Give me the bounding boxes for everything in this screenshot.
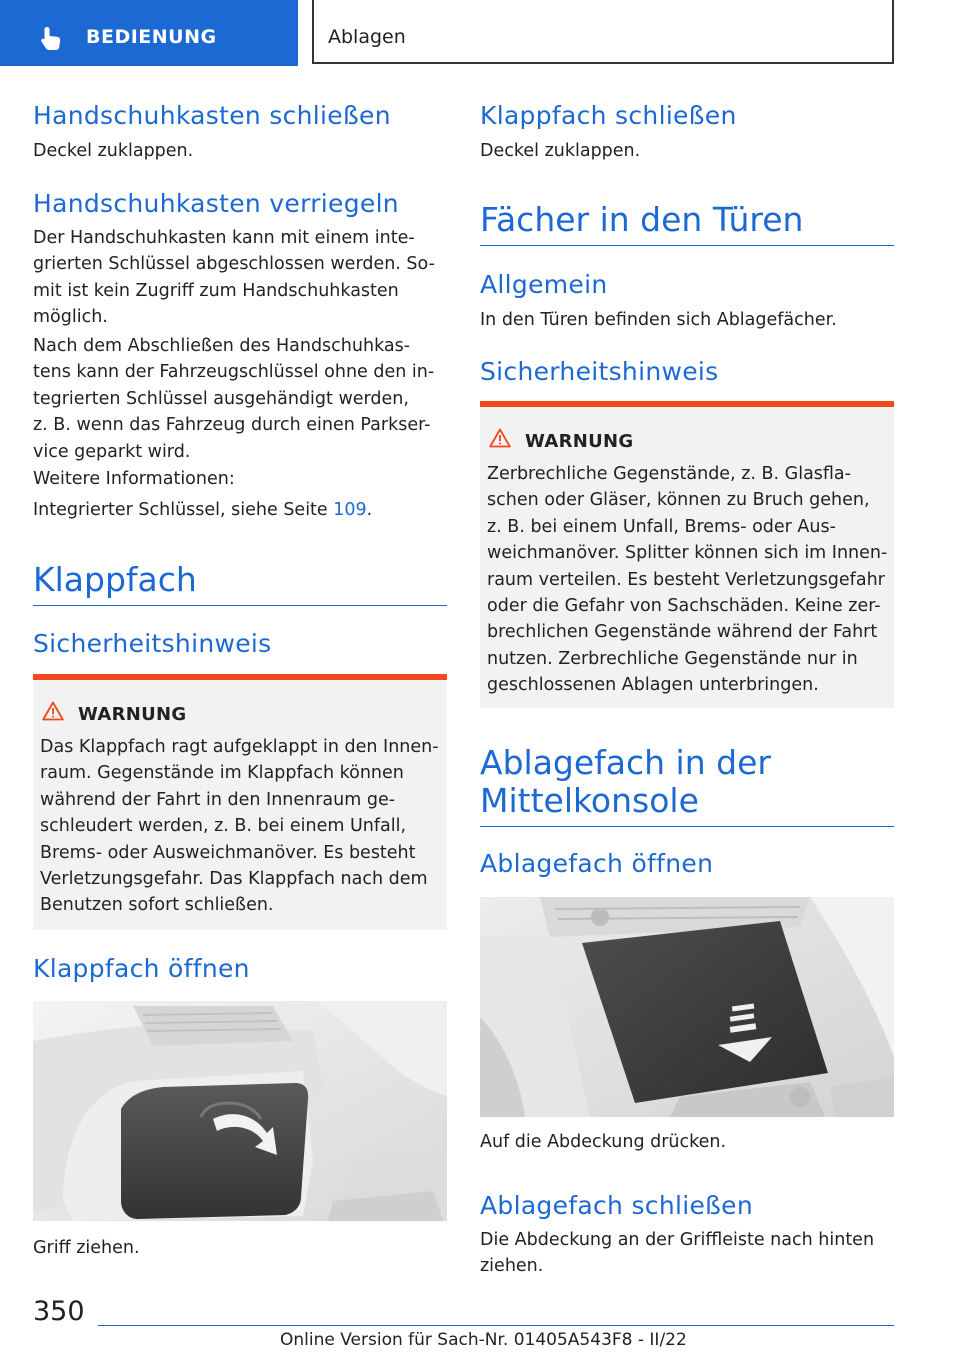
- heading-klappfach-open: Klappfach öffnen: [33, 954, 250, 983]
- breadcrumb-label: Ablagen: [328, 26, 406, 48]
- warning-text: Das Klappfach ragt aufgeklappt in den Innen- raum. Gegenstände im Klappfach können während der Fahrt in den Innenraum ge- schleudert werden, z. B. bei einem Unfall, Brems- oder Ausweichmanöver. Es besteht Verletzungsgefahr. Das Klappfach nach dem Benutzen sofort schließen.: [40, 737, 439, 916]
- heading-door-compartments: Fächer in den Türen: [480, 200, 804, 239]
- heading-safety-right: Sicherheitshinweis: [480, 357, 719, 386]
- heading-center-console: Ablagefach in der Mittelkonsole: [480, 743, 771, 820]
- text-klappfach-close: Deckel zuklappen.: [480, 141, 641, 161]
- hand-pointer-icon: [38, 24, 66, 52]
- section-tab: [0, 0, 298, 66]
- page-link[interactable]: 109: [333, 500, 367, 520]
- caption-pull: Griff ziehen.: [33, 1238, 140, 1258]
- text-general: In den Türen befinden sich Ablagefächer.: [480, 310, 837, 330]
- console-image: [480, 897, 894, 1117]
- warning-bar: [33, 674, 447, 680]
- heading-console-close: Ablagefach schließen: [480, 1191, 754, 1220]
- warning-box-right: [480, 401, 894, 708]
- warning-triangle-icon: [489, 428, 511, 448]
- heading-rule: [480, 826, 894, 827]
- paragraph-lock-2: Nach dem Abschließen des Handschuhkas- tens kann der Fahrzeugschlüssel ohne den in- tegrierten Schlüssel ausgehändigt werden, z. B. wenn das Fahrzeug durch einen Parkser- vice geparkt wird.: [33, 336, 435, 462]
- breadcrumb: [312, 0, 894, 64]
- paragraph-lock-1: Der Handschuhkasten kann mit einem inte- grierten Schlüssel abgeschlossen werden. So- mit ist kein Zugriff zum Handschuhkasten möglich.: [33, 228, 435, 328]
- warning-text: Zerbrechliche Gegenstände, z. B. Glasfla- schen oder Gläser, können zu Bruch gehen, z. B. bei einem Unfall, Brems- oder Aus- weichmanöver. Splitter können sich im Innen- raum verteilen. Es besteht Verletzungsgefahr oder die Gefahr von Sachschäden. Keine zer- brechlichen Gegenstände während der Fahrt nutzen. Zerbrechliche Gegenstände nur in geschlossenen Ablagen unterbringen.: [487, 464, 888, 696]
- section-label: BEDIENUNG: [86, 26, 217, 48]
- klappfach-image: [33, 1001, 447, 1221]
- heading-rule: [480, 245, 894, 246]
- text-more-info: Weitere Informationen:: [33, 469, 235, 489]
- page-number: 350: [33, 1296, 85, 1327]
- heading-safety-left: Sicherheitshinweis: [33, 629, 272, 658]
- caption-press: Auf die Abdeckung drücken.: [480, 1132, 727, 1152]
- heading-glovebox-lock: Handschuhkasten verriegeln: [33, 189, 399, 218]
- warning-triangle-icon: [42, 701, 64, 721]
- heading-general: Allgemein: [480, 270, 608, 299]
- paragraph-console-close: Die Abdeckung an der Griffleiste nach hinten ziehen.: [480, 1230, 875, 1277]
- heading-klappfach: Klappfach: [33, 560, 197, 599]
- heading-klappfach-close: Klappfach schließen: [480, 101, 737, 130]
- heading-console-open: Ablagefach öffnen: [480, 849, 714, 878]
- text-glovebox-close: Deckel zuklappen.: [33, 141, 194, 161]
- footer-rule: [98, 1325, 894, 1326]
- online-version-note: Online Version für Sach-Nr. 01405A543F8 - II/22: [280, 1330, 687, 1350]
- heading-glovebox-close: Handschuhkasten schließen: [33, 101, 391, 130]
- warning-title: WARNUNG: [525, 431, 634, 452]
- warning-box-left: [33, 674, 447, 930]
- warning-bar: [480, 401, 894, 407]
- warning-title: WARNUNG: [78, 704, 187, 725]
- heading-rule: [33, 605, 447, 606]
- text-key-reference: Integrierter Schlüssel, siehe Seite 109.: [33, 500, 373, 520]
